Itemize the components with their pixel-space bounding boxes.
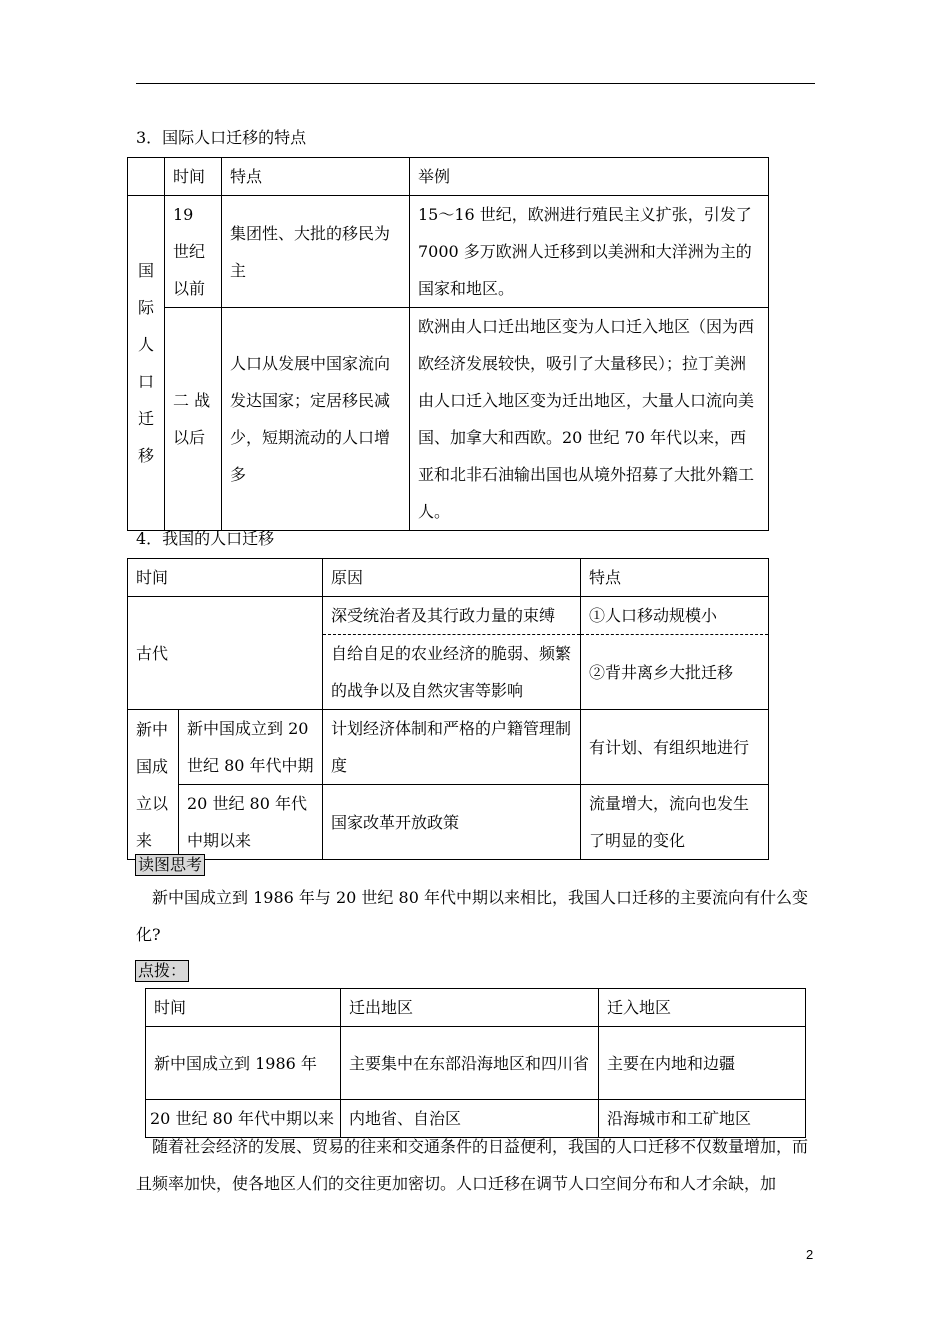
in-region-cell: 主要在内地和边疆 <box>599 1027 806 1100</box>
header-cell-example: 举例 <box>410 158 769 196</box>
in-region-cell: 沿海城市和工矿地区 <box>599 1100 806 1138</box>
table-row <box>128 308 769 531</box>
feature-cell: 集团性、大批的移民为主 <box>222 196 410 308</box>
table-row <box>146 1027 806 1100</box>
feature-cell: 人口从发展中国家流向发达国家；定居移民减少，短期流动的人口增多 <box>222 308 410 531</box>
example-cell: 欧洲由人口迁出地区变为人口迁入地区（因为西欧经济发展较快，吸引了大量移民）；拉丁美洲由人口迁入地区变为迁出地区，大量人口流向美国、加拿大和西欧。20 世纪 70 年代以来，西亚和北非石油输出国也从境外招募了大批外籍工人。 <box>410 308 769 531</box>
table-row <box>128 196 769 308</box>
reason-cell: 国家改革开放政策 <box>323 785 581 860</box>
header-cell-out-region: 迁出地区 <box>341 989 599 1027</box>
ancient-reason-2: 自给自足的农业经济的脆弱、频繁的战争以及自然灾害等影响 <box>323 635 581 710</box>
section-3-title: 3．国际人口迁移的特点 <box>136 128 307 147</box>
period-cell: 20 世纪 80 年代中期以来 <box>179 785 323 860</box>
table-header-row <box>128 158 769 196</box>
read-think-label: 读图思考 <box>135 854 205 876</box>
header-cell-time: 时间 <box>146 989 341 1027</box>
table-row <box>128 597 769 635</box>
table-row <box>128 785 769 860</box>
hint-label: 点拨： <box>135 960 189 982</box>
time-cell: 二 战以后 <box>165 308 222 531</box>
out-region-cell: 内地省、自治区 <box>341 1100 599 1138</box>
side-label-international-migration: 国 际 人 口 迁 移 <box>128 196 165 531</box>
time-cell: 20 世纪 80 年代中期以来 <box>146 1100 341 1138</box>
out-region-cell: 主要集中在东部沿海地区和四川省 <box>341 1027 599 1100</box>
feature-cell: 有计划、有组织地进行 <box>581 710 769 785</box>
header-cell-empty <box>128 158 165 196</box>
ancient-reason-1: 深受统治者及其行政力量的束缚 <box>323 597 581 635</box>
table-header-row <box>128 559 769 597</box>
page-number: 2 <box>806 1247 814 1262</box>
table-row <box>128 710 769 785</box>
header-cell-time: 时间 <box>128 559 323 597</box>
example-cell: 15～16 世纪，欧洲进行殖民主义扩张，引发了7000 多万欧洲人迁移到以美洲和大洋洲为主的国家和地区。 <box>410 196 769 308</box>
closing-paragraph: 随着社会经济的发展、贸易的往来和交通条件的日益便利，我国的人口迁移不仅数量增加，而且频率加快，使各地区人们的交往更加密切。人口迁移在调节人口空间分布和人才余缺，加 <box>136 1137 809 1193</box>
period-cell: 新中国成立到 20 世纪 80 年代中期 <box>179 710 323 785</box>
section-4-title: 4．我国的人口迁移 <box>136 529 275 548</box>
time-cell: 新中国成立到 1986 年 <box>146 1027 341 1100</box>
table-header-row <box>146 989 806 1027</box>
reason-cell: 计划经济体制和严格的户籍管理制度 <box>323 710 581 785</box>
header-cell-feature: 特点 <box>222 158 410 196</box>
hint-table <box>145 988 806 1138</box>
think-question: 新中国成立到 1986 年与 20 世纪 80 年代中期以来相比，我国人口迁移的主要流向有什么变化? <box>136 888 808 944</box>
header-cell-in-region: 迁入地区 <box>599 989 806 1027</box>
time-cell: 19 世纪 以前 <box>165 196 222 308</box>
feature-cell: 流量增大，流向也发生了明显的变化 <box>581 785 769 860</box>
header-cell-time: 时间 <box>165 158 222 196</box>
header-rule <box>136 83 815 84</box>
modern-group-label: 新中国成立以来 <box>128 710 179 860</box>
header-cell-feature: 特点 <box>581 559 769 597</box>
ancient-feature-1: ①人口移动规模小 <box>581 597 769 635</box>
china-migration-table <box>127 558 769 860</box>
ancient-feature-2: ②背井离乡大批迁移 <box>581 635 769 710</box>
international-migration-table <box>127 157 769 531</box>
ancient-label: 古代 <box>128 597 323 710</box>
header-cell-reason: 原因 <box>323 559 581 597</box>
